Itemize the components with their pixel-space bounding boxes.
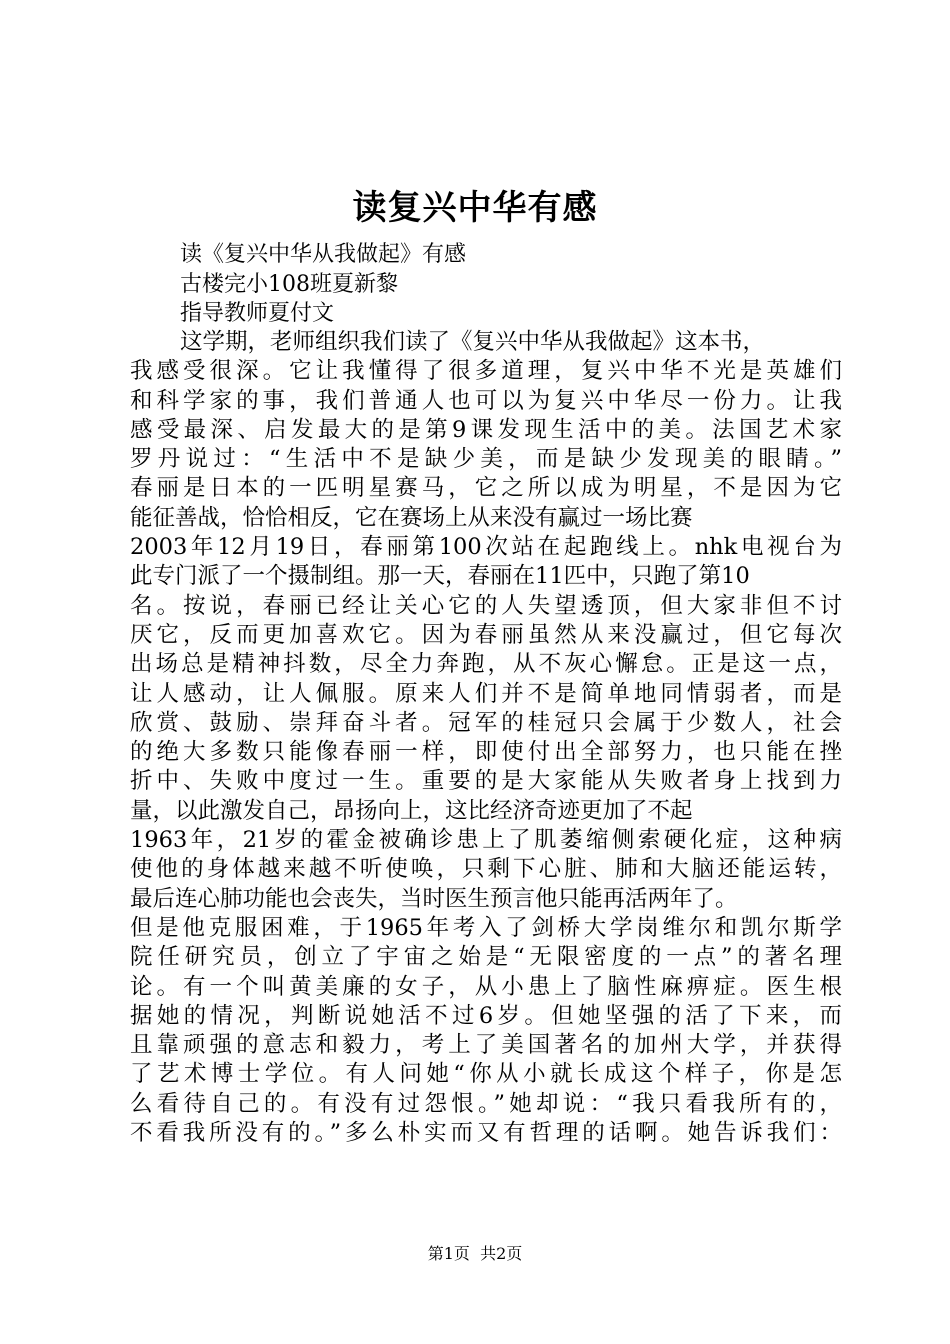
body-line: 感受最深、启发最大的是第9课发现生活中的美。法国艺术家 [130,416,842,443]
body-line: 据她的情况，判断说她活不过6岁。但她坚强的活了下来，而 [130,1002,842,1029]
body-text [130,328,842,1148]
body-line: 最后连心肺功能也会丧失，当时医生预言他只能再活两年了。 [130,885,738,912]
body-line: 欣赏、鼓励、崇拜奋斗者。冠军的桂冠只会属于少数人，社会 [130,709,842,736]
body-line: 此专门派了一个摄制组。那一天，春丽在11匹中，只跑了第10 [130,563,750,590]
body-line: 这学期，老师组织我们读了《复兴中华从我做起》这本书， [180,329,766,355]
document-title: 读复兴中华有感 [352,188,598,228]
body-line: 能征善战，恰恰相反，它在赛场上从来没有赢过一场比赛 [130,504,693,531]
body-line: 院任研究员，创立了宇宙之始是“无限密度的一点”的著名理 [130,944,842,971]
body-line: 且靠顽强的意志和毅力，考上了美国著名的加州大学，并获得 [130,1032,842,1059]
body-line: 厌它，反而更加喜欢它。因为春丽虽然从来没赢过，但它每次 [130,621,842,648]
body-line: 了艺术博士学位。有人问她“你从小就长成这个样子，你是怎 [130,1061,842,1088]
essay-subtitle: 读《复兴中华从我做起》有感 [180,242,467,267]
body-line: 出场总是精神抖数，尽全力奔跑，从不灰心懈怠。正是这一点， [130,651,842,678]
body-line: 和科学家的事，我们普通人也可以为复兴中华尽一份力。让我 [130,387,842,414]
body-line: 的绝大多数只能像春丽一样，即使付出全部努力，也只能在挫 [130,739,842,766]
body-line: 不看我所没有的。”多么朴实而又有哲理的话啊。她告诉我们： [130,1120,842,1147]
body-line: 量，以此激发自己，昂扬向上，这比经济奇迹更加了不起 [130,797,693,824]
body-line: 使他的身体越来越不听使唤，只剩下心脏、肺和大脑还能运转， [130,856,842,883]
body-line: 我感受很深。它让我懂得了很多道理，复兴中华不光是英雄们 [130,358,842,385]
teacher-line: 指导教师夏付文 [180,301,335,326]
body-line: 罗丹说过：“生活中不是缺少美，而是缺少发现美的眼睛。” [130,446,842,473]
body-line: 但是他克服困难，于1965年考入了剑桥大学岗维尔和凯尔斯学 [130,914,842,941]
body-line: 让人感动，让人佩服。原来人们并不是简单地同情弱者，而是 [130,680,842,707]
body-line: 2003年12月19日，春丽第100次站在起跑线上。nhk电视台为 [130,534,842,561]
body-line: 名。按说，春丽已经让关心它的人失望透顶，但大家非但不讨 [130,592,842,619]
body-line: 春丽是日本的一匹明星赛马，它之所以成为明星，不是因为它 [130,475,842,502]
author-line: 古楼完小108班夏新黎 [180,272,398,297]
page-footer: 第1页 共2页 [427,1244,523,1263]
body-line: 么看待自己的。有没有过怨恨。”她却说：“我只看我所有的， [130,1090,842,1117]
body-line: 折中、失败中度过一生。重要的是大家能从失败者身上找到力 [130,768,842,795]
body-line: 论。有一个叫黄美廉的女子，从小患上了脑性麻痹症。医生根 [130,973,842,1000]
body-line: 1963年，21岁的霍金被确诊患上了肌萎缩侧索硬化症，这种病 [130,827,842,854]
